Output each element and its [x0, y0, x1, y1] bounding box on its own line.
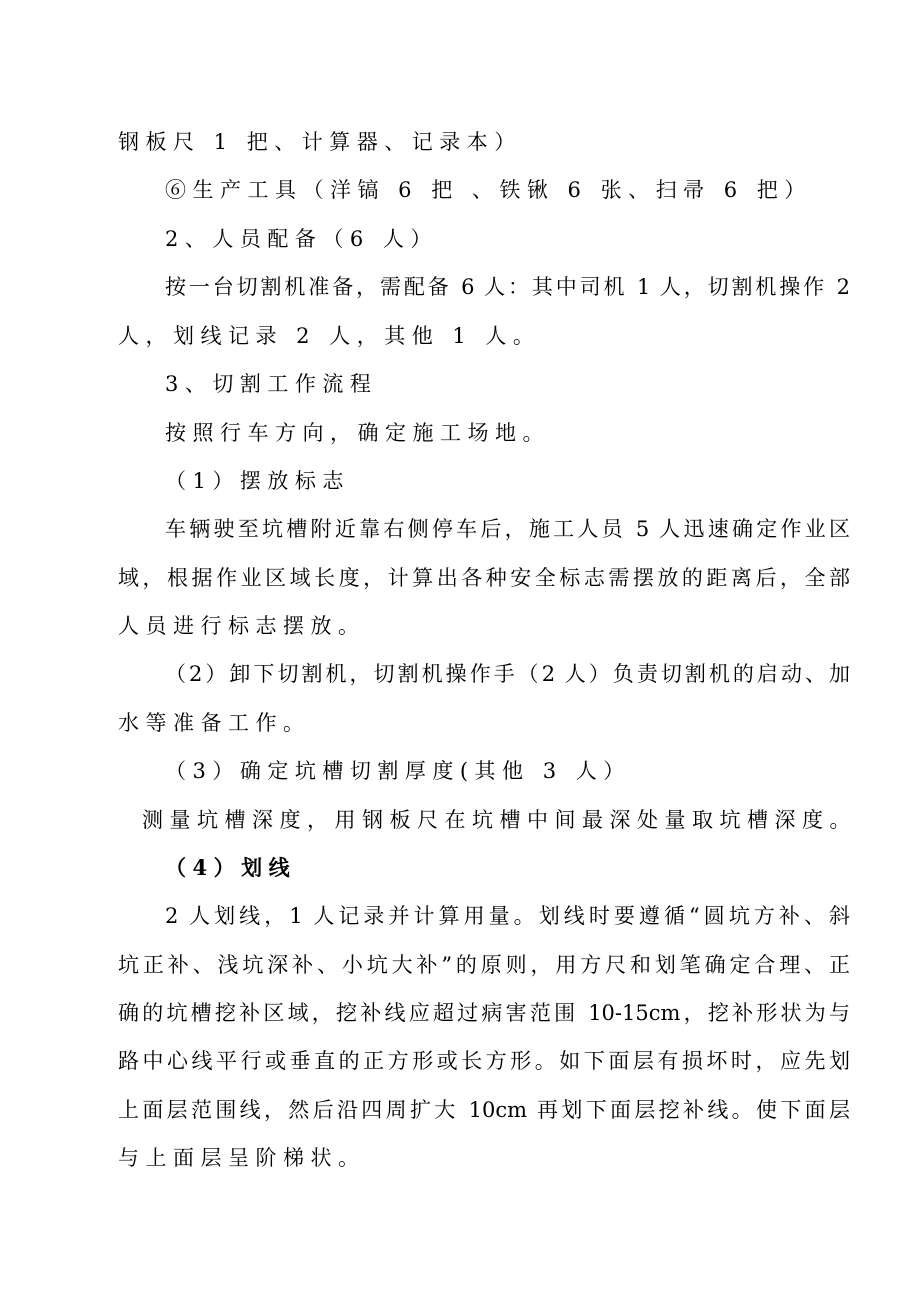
text-line-8: （1）摆放标志 [165, 469, 350, 493]
text-line-14: （3）确定坑槽切割厚度(其他 3 人） [165, 759, 631, 783]
text-line-10: 域，根据作业区域长度，计算出各种安全标志需摆放的距离后，全部 [118, 566, 850, 590]
text-line-16: （4）划线 [165, 855, 297, 880]
text-line-6: 3、切割工作流程 [165, 372, 378, 396]
text-line-22: 与上面层呈阶梯状。 [118, 1146, 366, 1170]
text-line-11: 人员进行标志摆放。 [118, 614, 366, 638]
text-line-19: 确的坑槽挖补区域，挖补线应超过病害范围 10-15cm，挖补形状为与 [118, 1001, 850, 1025]
text-line-20: 路中心线平行或垂直的正方形或长方形。如下面层有损坏时，应先划 [118, 1049, 850, 1073]
text-line-1: 钢板尺 1 把、计算器、记录本） [118, 130, 522, 154]
text-line-2: ⑥生产工具（洋镐 6 把 、铁锹 6 张、扫帚 6 把） [165, 178, 812, 202]
text-line-3: 2、人员配备（6 人） [165, 227, 438, 251]
text-line-21: 上面层范围线，然后沿四周扩大 10cm 再划下面层挖补线。使下面层 [118, 1098, 850, 1122]
text-line-5: 人，划线记录 2 人，其他 1 人。 [118, 324, 541, 348]
text-line-12: （2）卸下切割机，切割机操作手（2 人）负责切割机的启动、加 [165, 662, 850, 686]
text-line-17: 2 人划线，1 人记录并计算用量。划线时要遵循“圆坑方补、斜 [165, 904, 850, 928]
text-line-9: 车辆驶至坑槽附近靠右侧停车后，施工人员 5 人迅速确定作业区 [165, 517, 850, 541]
text-line-13: 水等准备工作。 [118, 711, 311, 735]
text-line-4: 按一台切割机准备，需配备 6 人：其中司机 1 人，切割机操作 2 [165, 275, 850, 299]
text-line-7: 按照行车方向，确定施工场地。 [165, 421, 550, 445]
text-line-15: 测量坑槽深度，用钢板尺在坑槽中间最深处量取坑槽深度。 [142, 808, 857, 832]
text-line-18: 坑正补、浅坑深补、小坑大补”的原则，用方尺和划笔确定合理、正 [118, 953, 850, 977]
